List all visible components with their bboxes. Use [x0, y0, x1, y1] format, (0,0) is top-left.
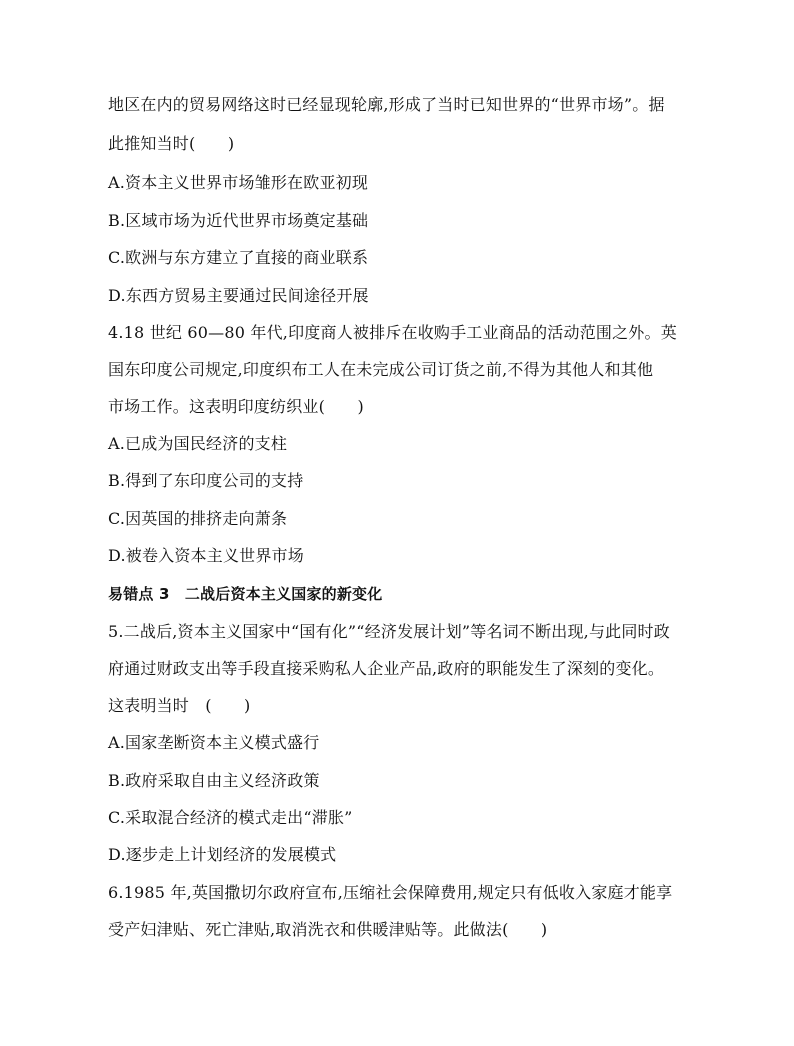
q3-option-d: D.东西方贸易主要通过民间途径开展 [108, 286, 369, 305]
q5-stem-line-2: 府通过财政支出等手段直接采购私人企业产品,政府的职能发生了深刻的变化。 [108, 659, 665, 678]
q4-stem-line-1: 4.18 世纪 60—80 年代,印度商人被排斥在收购手工业商品的活动范围之外。英 [108, 323, 677, 342]
q3-stem-line-1: 地区在内的贸易网络这时已经显现轮廓,形成了当时已知世界的“世界市场”。据 [108, 95, 665, 114]
q5-stem-line-1: 5.二战后,资本主义国家中“国有化”“经济发展计划”等名词不断出现,与此同时政 [108, 622, 670, 641]
q5-option-a: A.国家垄断资本主义模式盛行 [108, 733, 320, 752]
q4-option-c: C.因英国的排挤走向萧条 [108, 509, 288, 528]
q5-option-c: C.采取混合经济的模式走出“滞胀” [108, 808, 353, 827]
q4-option-d: D.被卷入资本主义世界市场 [108, 546, 304, 565]
q4-stem-line-3: 市场工作。这表明印度纺织业( ) [108, 397, 364, 416]
q4-stem-line-2: 国东印度公司规定,印度织布工人在未完成公司订货之前,不得为其他人和其他 [108, 360, 654, 379]
section-heading: 易错点 3 二战后资本主义国家的新变化 [108, 585, 383, 603]
q6-stem-line-1: 6.1985 年,英国撒切尔政府宣布,压缩社会保障费用,规定只有低收入家庭才能享 [108, 883, 673, 902]
q4-option-b: B.得到了东印度公司的支持 [108, 471, 304, 490]
q5-option-d: D.逐步走上计划经济的发展模式 [108, 845, 337, 864]
q4-option-a: A.已成为国民经济的支柱 [108, 434, 288, 453]
q5-option-b: B.政府采取自由主义经济政策 [108, 771, 320, 790]
q3-option-c: C.欧洲与东方建立了直接的商业联系 [108, 248, 369, 267]
q6-stem-line-2: 受产妇津贴、死亡津贴,取消洗衣和供暖津贴等。此做法( ) [108, 920, 548, 939]
q3-option-b: B.区域市场为近代世界市场奠定基础 [108, 211, 369, 230]
q3-stem-line-2: 此推知当时( ) [108, 134, 235, 153]
q5-stem-line-3: 这表明当时 ( ) [108, 696, 251, 715]
q3-option-a: A.资本主义世界市场雏形在欧亚初现 [108, 173, 369, 192]
